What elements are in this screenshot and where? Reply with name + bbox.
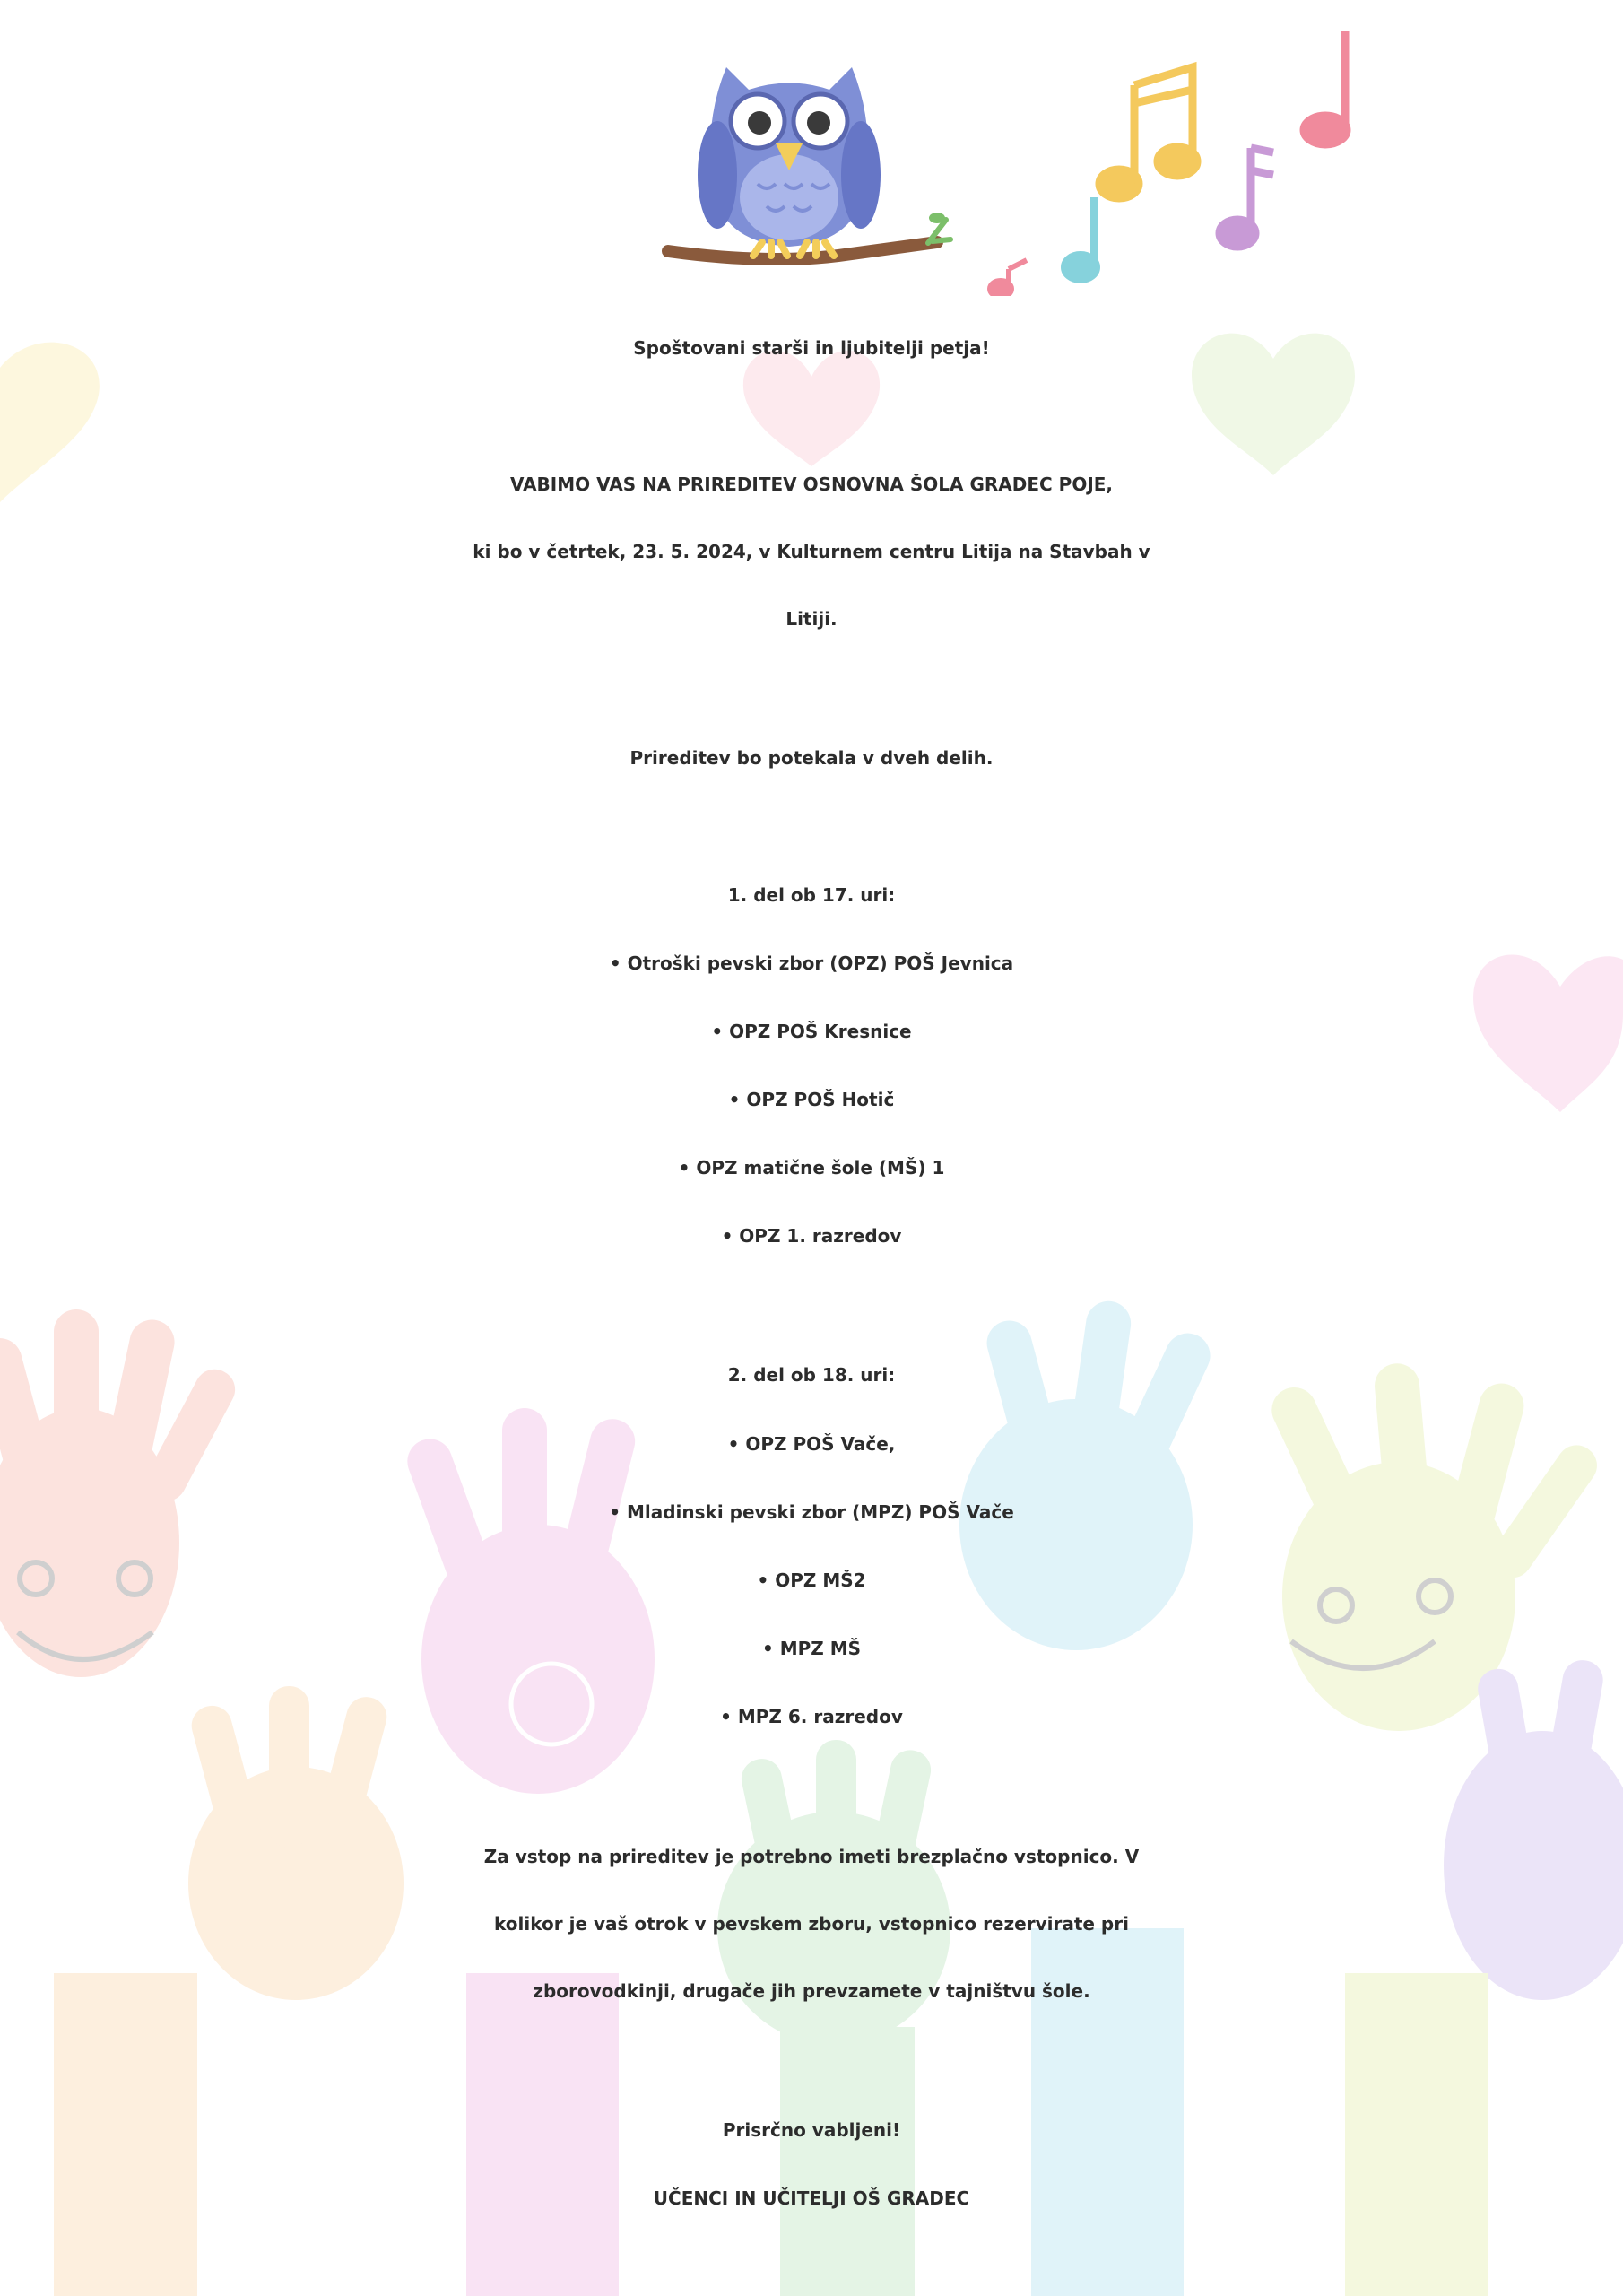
- part1-heading: 1. del ob 17. uri:: [727, 884, 896, 906]
- part2-item: • MPZ MŠ: [761, 1638, 862, 1659]
- intro-text: Prireditev bo potekala v dveh delih.: [629, 747, 994, 769]
- tickets-text: Za vstop na prireditev je potrebno imeti brezplačno vstopnico. V: [483, 1846, 1140, 1867]
- part1-item: • OPZ POŠ Kresnice: [711, 1021, 912, 1042]
- part1-item: • OPZ matične šole (MŠ) 1: [678, 1157, 945, 1178]
- part2-item: • Mladinski pevski zbor (MPZ) POŠ Vače: [609, 1501, 1014, 1523]
- part2-heading: 2. del ob 18. uri:: [727, 1364, 896, 1386]
- part2-item: • MPZ 6. razredov: [720, 1706, 903, 1727]
- part1-item: • OPZ POŠ Hotič: [728, 1089, 895, 1110]
- invitation-details: ki bo v četrtek, 23. 5. 2024, v Kulturnem centru Litija na Stavbah v: [473, 541, 1150, 562]
- part1-item: • Otroški pevski zbor (OPZ) POŠ Jevnica: [609, 952, 1014, 974]
- part2-item: • OPZ POŠ Vače,: [727, 1433, 896, 1455]
- tickets-text: zborovodkinji, drugače jih prevzamete v tajništvu šole.: [533, 1980, 1090, 2002]
- part1-item: • OPZ 1. razredov: [721, 1225, 902, 1247]
- greeting: Spoštovani starši in ljubitelji petja!: [633, 337, 990, 359]
- tickets-text: kolikor je vaš otrok v pevskem zboru, vstopnico rezervirate pri: [494, 1913, 1129, 1935]
- closing-welcome: Prisrčno vabljeni!: [722, 2119, 901, 2141]
- invitation-title: VABIMO VAS NA PRIREDITEV OSNOVNA ŠOLA GRADEC POJE,: [509, 474, 1114, 495]
- part2-item: • OPZ MŠ2: [757, 1570, 866, 1591]
- closing-signature: UČENCI IN UČITELJI OŠ GRADEC: [653, 2187, 970, 2209]
- invitation-details-cont: Litiji.: [785, 608, 838, 630]
